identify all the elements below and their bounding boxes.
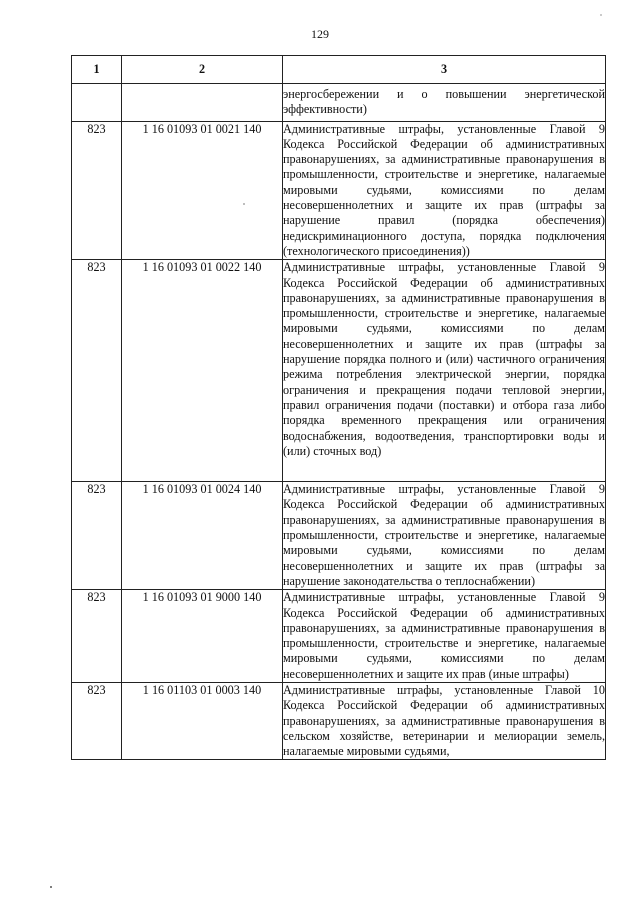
page-number: 129 [311,27,329,41]
admin-code-cell: 823 [72,590,122,683]
table-header-row [72,56,606,84]
budget-code-cell: 1 16 01093 01 0022 140 [122,260,283,482]
budget-codes-table [71,55,606,760]
table-row [72,590,606,683]
scan-speck [243,203,245,205]
budget-code-cell: 1 16 01093 01 0024 140 [122,482,283,590]
scan-speck [600,14,602,16]
table-row [72,260,606,482]
column-header-1: 1 [72,56,122,84]
admin-code-cell [72,84,122,122]
budget-code-cell: 1 16 01093 01 9000 140 [122,590,283,683]
description-cell: энергосбережении и о повышении энергетической эффективности) [283,84,606,122]
budget-code-cell: 1 16 01103 01 0003 140 [122,682,283,759]
description-cell: Административные штрафы, установленные Главой 9 Кодекса Российской Федерации об административных правонарушениях, за административные правонарушения в промышленности, строительстве и энергетике, налагаемые мировыми судьями, комиссиями по делам несовершеннолетних и защите их прав (штрафы за нарушение порядка полного и (или) частичного ограничения режима потребления электрической энергии, порядка ограничения и прекращения подачи тепловой энергии, правил ограничения подачи (поставки) и отбора газа либо порядка временного прекращения или ограничения водоснабжения, водоотведения, транспортировки воды и (или) сточных вод) [283,260,606,482]
admin-code-cell: 823 [72,260,122,482]
table-row [72,84,606,122]
admin-code-cell: 823 [72,121,122,260]
budget-code-cell: 1 16 01093 01 0021 140 [122,121,283,260]
scan-speck [50,886,52,888]
budget-code-cell [122,84,283,122]
table-row [72,682,606,759]
description-cell: Административные штрафы, установленные Главой 9 Кодекса Российской Федерации об административных правонарушениях, за административные правонарушения в промышленности, строительстве и энергетике, налагаемые мировыми судьями, комиссиями по делам несовершеннолетних и защите их прав (иные штрафы) [283,590,605,681]
description-cell: Административные штрафы, установленные Главой 10 Кодекса Российской Федерации об административных правонарушениях, за административные правонарушения в сельском хозяйстве, ветеринарии и мелиорации земель, налагаемые мировыми судьями, [283,682,605,759]
admin-code-cell: 823 [72,682,122,759]
table-row [72,121,606,260]
column-header-3: 3 [283,56,606,84]
table-row [72,482,606,590]
admin-code-cell: 823 [72,482,122,590]
column-header-2: 2 [122,56,283,84]
description-cell: Административные штрафы, установленные Главой 9 Кодекса Российской Федерации об административных правонарушениях, за административные правонарушения в промышленности, строительстве и энергетике, налагаемые мировыми судьями, комиссиями по делам несовершеннолетних и защите их прав (штрафы за нарушение правил (порядка обеспечения) недискриминационного доступа, порядка подключения (технологического присоединения)) [283,121,605,258]
description-cell: Административные штрафы, установленные Главой 9 Кодекса Российской Федерации об административных правонарушениях, за административные правонарушения в промышленности, строительстве и энергетике, налагаемые мировыми судьями, комиссиями по делам несовершеннолетних и защите их прав (штрафы за нарушение законодательства о теплоснабжении) [283,482,605,588]
